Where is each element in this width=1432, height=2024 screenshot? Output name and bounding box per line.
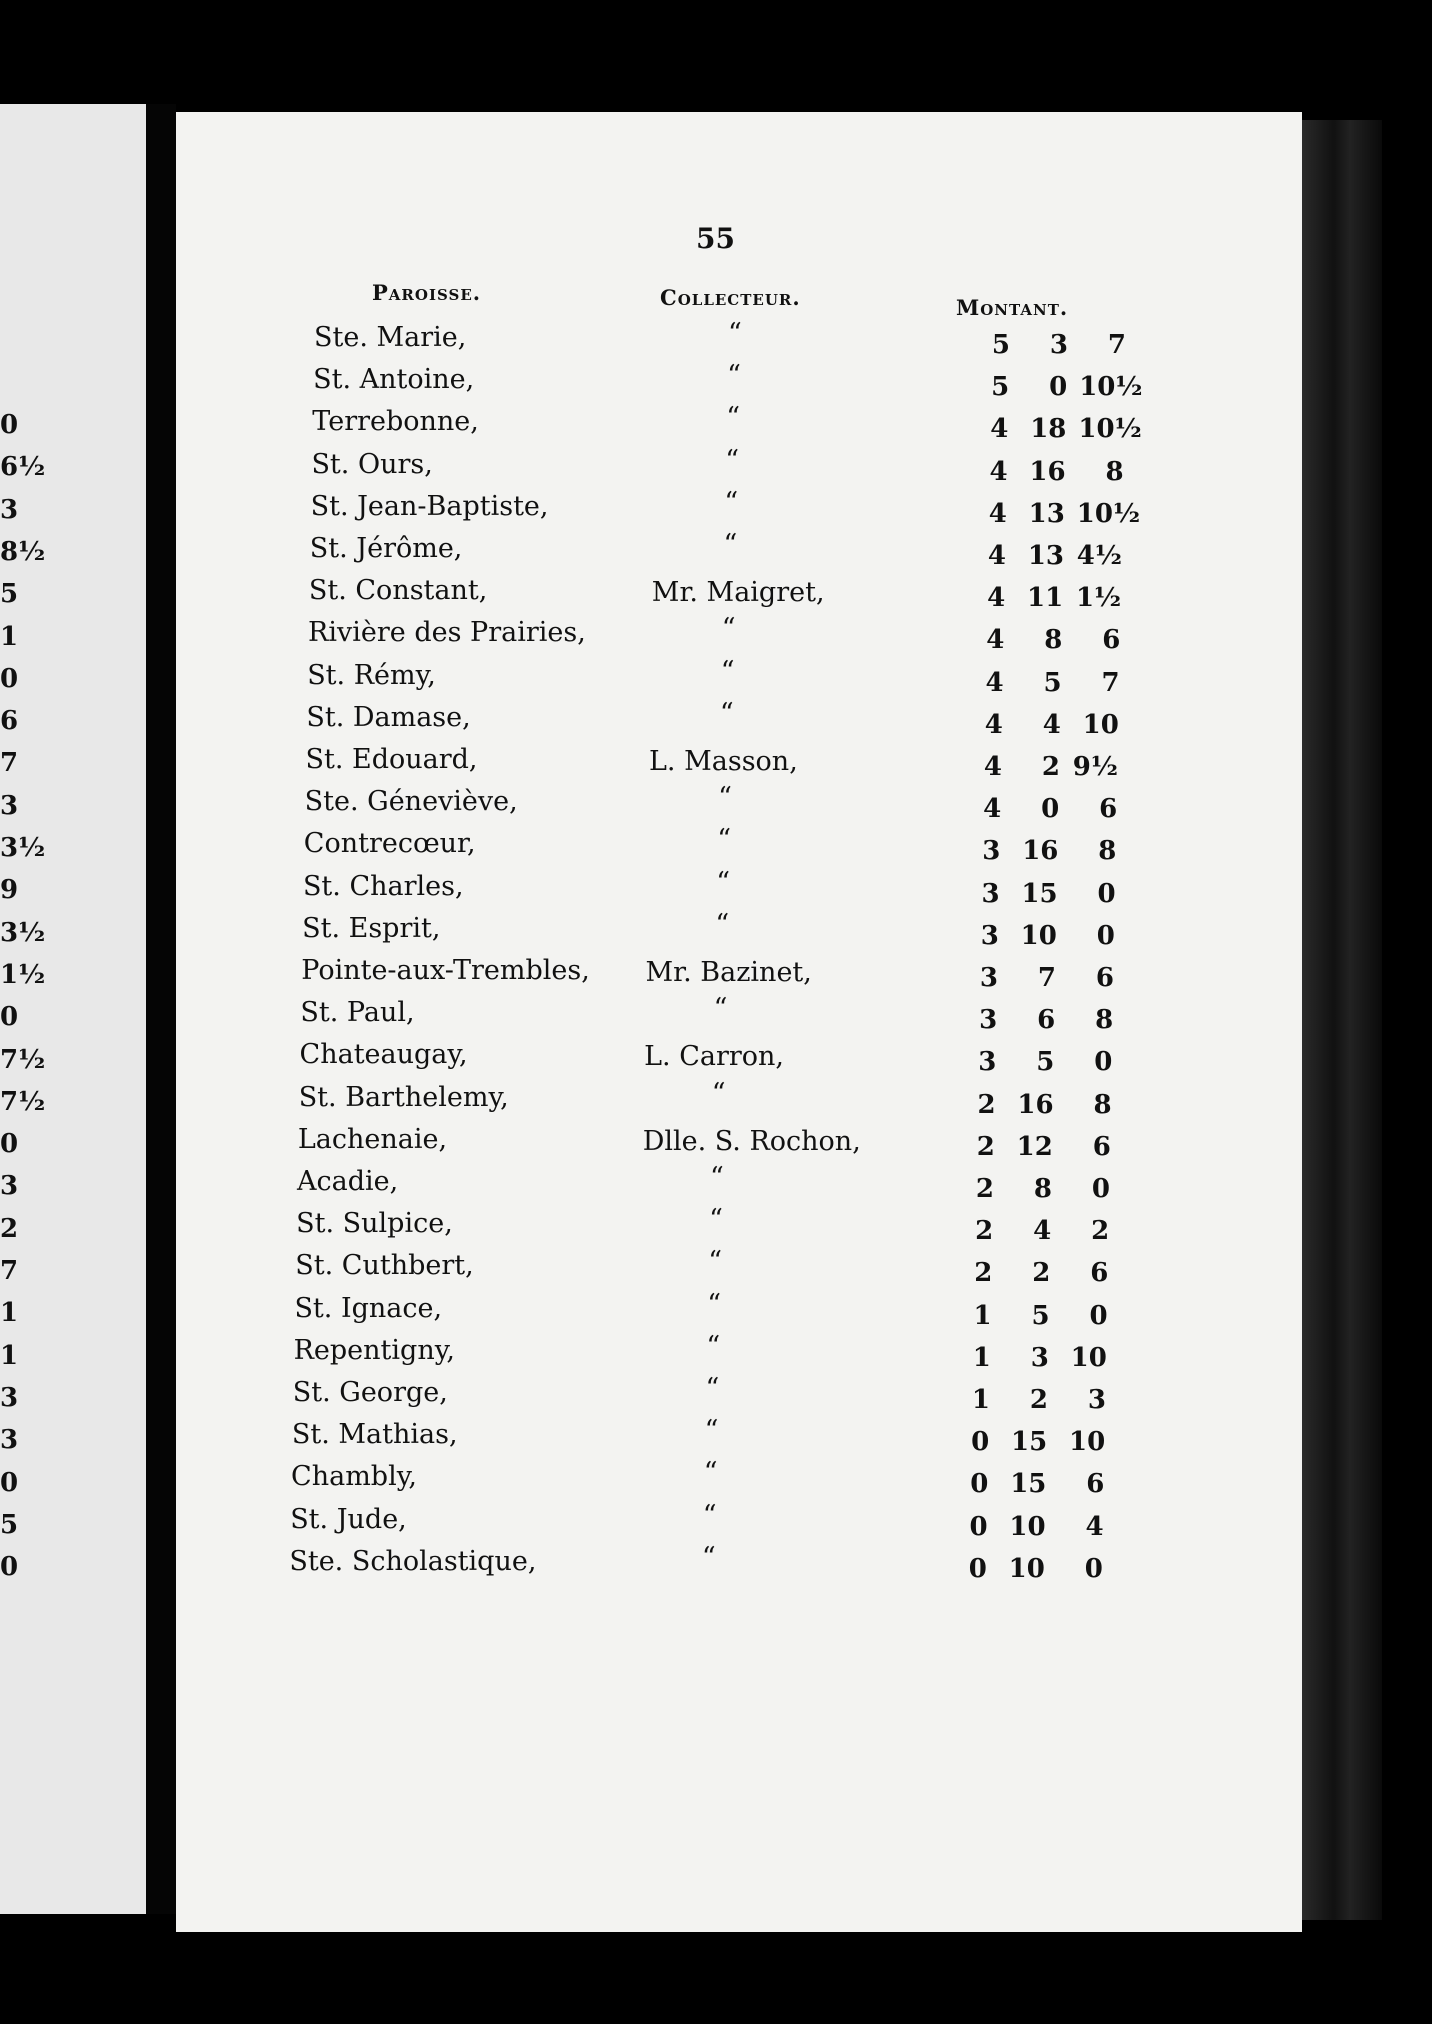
amount-pounds: 4	[987, 583, 1006, 614]
amount-pence: 8	[1095, 1005, 1114, 1036]
parish-name: St. Edouard,	[305, 744, 478, 775]
amount-pence: 4	[1085, 1511, 1104, 1542]
table-row	[176, 444, 1302, 491]
collector-name: “	[723, 529, 738, 560]
amount-shillings: 0	[1041, 794, 1060, 825]
amount-pounds: 3	[981, 878, 1000, 909]
collector-name: “	[713, 993, 728, 1025]
book-gutter	[146, 104, 176, 1914]
amount-pence: 0	[1084, 1553, 1103, 1584]
header-amount: Montant.	[956, 295, 1069, 320]
amount-pounds: 4	[990, 414, 1009, 445]
table-row	[176, 1457, 1302, 1503]
amount-shillings: 5	[1036, 1047, 1055, 1078]
left-page-fragment-text: 1	[0, 1298, 19, 1329]
parish-name: Rivière des Prairies,	[308, 617, 586, 649]
collector-name: Mr. Bazinet,	[645, 957, 812, 988]
parish-name: St. Jérôme,	[309, 533, 463, 564]
amount-shillings: 13	[1027, 541, 1064, 571]
collector-name: L. Masson,	[649, 746, 798, 777]
parish-name: St. Damase,	[306, 701, 471, 733]
table-row	[176, 486, 1302, 533]
table-row	[176, 782, 1302, 828]
left-page-fragment-text: 3	[0, 1425, 19, 1456]
amount-pounds: 2	[974, 1258, 993, 1289]
collector-name: “	[718, 782, 732, 814]
left-page-fragment-text: 7	[0, 1256, 19, 1286]
left-page-fragment-text: 3	[0, 790, 19, 821]
parish-name: Acadie,	[297, 1166, 399, 1197]
left-page-fragment-text: 3½	[0, 833, 46, 863]
parish-name: St. Ours,	[311, 448, 433, 480]
left-page-fragment-text: 0	[0, 1129, 19, 1160]
table-row	[176, 908, 1302, 955]
amount-shillings: 3	[1030, 1342, 1049, 1373]
collector-name: “	[719, 697, 734, 729]
left-page-fragment-text: 6½	[0, 452, 46, 483]
left-page-fragment-text: 3	[0, 494, 19, 525]
amount-pence: 7	[1107, 330, 1126, 360]
table-row	[176, 529, 1302, 575]
left-page-fragment	[0, 104, 146, 1914]
collector-name: “	[702, 1499, 717, 1531]
amount-pence: 6	[1092, 1131, 1111, 1162]
amount-pounds: 5	[991, 372, 1010, 403]
collector-name: “	[703, 1457, 718, 1489]
amount-shillings: 3	[1049, 330, 1068, 360]
amount-pence: 8	[1105, 456, 1124, 487]
amount-pence: 1½	[1075, 583, 1122, 614]
left-page-fragment-text: 7½	[0, 1044, 46, 1075]
table-row	[176, 575, 1302, 617]
table-row	[176, 697, 1302, 744]
amount-shillings: 15	[1010, 1469, 1047, 1500]
table-row	[176, 1499, 1302, 1546]
amount-shillings: 18	[1030, 414, 1067, 445]
table-row	[176, 318, 1302, 364]
left-page-fragment-text: 0	[0, 1552, 19, 1583]
parish-name: St. Cuthbert,	[295, 1250, 474, 1282]
amount-shillings: 12	[1016, 1131, 1053, 1162]
amount-pence: 0	[1089, 1300, 1108, 1331]
amount-pence: 0	[1097, 878, 1116, 909]
amount-pounds: 2	[976, 1131, 995, 1162]
amount-pence: 6	[1090, 1258, 1109, 1289]
amount-shillings: 10	[1009, 1511, 1046, 1542]
amount-pounds: 4	[983, 752, 1002, 782]
left-page-fragment-text: 8½	[0, 536, 46, 567]
amount-pence: 6	[1095, 963, 1114, 993]
amount-pence: 0	[1094, 1047, 1113, 1078]
left-page-fragment-text: 1	[0, 1340, 19, 1371]
collector-name: “	[720, 655, 735, 687]
table-row	[176, 1373, 1302, 1419]
table-row	[176, 824, 1302, 870]
amount-shillings: 8	[1044, 625, 1063, 656]
collector-name: “	[721, 613, 736, 645]
left-page-fragment-text: 0	[0, 663, 19, 694]
amount-pence: 3	[1087, 1385, 1106, 1415]
page-edges	[1302, 120, 1382, 1920]
table-row	[176, 1541, 1302, 1588]
amount-pounds: 1	[972, 1342, 991, 1373]
amount-pounds: 1	[973, 1300, 992, 1331]
parish-name: Chambly,	[291, 1461, 417, 1493]
collector-name: “	[709, 1204, 723, 1236]
header-collector: Collecteur.	[660, 285, 801, 310]
left-page-fragment-text: 9	[0, 875, 19, 906]
table-row	[176, 993, 1302, 1039]
collector-name: L. Carron,	[644, 1041, 784, 1073]
collector-name: “	[708, 1246, 722, 1278]
left-page-fragment-text: 5	[0, 579, 19, 610]
amount-pounds: 4	[983, 794, 1002, 825]
parish-name: St. Antoine,	[313, 364, 475, 396]
parish-name: Ste. Géneviève,	[304, 786, 518, 818]
amount-shillings: 15	[1011, 1427, 1048, 1458]
amount-pounds: 4	[987, 541, 1006, 571]
parish-name: St. George,	[292, 1377, 448, 1408]
parish-name: Pointe-aux-Trembles,	[301, 955, 590, 986]
amount-pence: 2	[1091, 1216, 1110, 1247]
amount-pounds: 3	[980, 920, 999, 951]
table-row	[176, 1039, 1302, 1081]
amount-shillings: 2	[1029, 1385, 1048, 1415]
collector-name: “	[717, 824, 731, 856]
table-row	[176, 655, 1302, 702]
amount-shillings: 15	[1021, 878, 1058, 909]
collector-name: “	[707, 1288, 722, 1320]
left-page-fragment-text: 7	[0, 748, 19, 779]
amount-shillings: 4	[1042, 709, 1061, 740]
amount-shillings: 4	[1033, 1216, 1052, 1247]
left-page-fragment-text: 6	[0, 706, 19, 737]
left-page-fragment-text: 2	[0, 1213, 19, 1244]
amount-pence: 0	[1096, 920, 1115, 951]
amount-shillings: 8	[1033, 1174, 1052, 1204]
amount-pence: 6	[1102, 625, 1121, 656]
table-row	[176, 1204, 1302, 1250]
amount-pounds: 1	[971, 1385, 990, 1415]
table-row	[176, 866, 1302, 913]
collector-name: “	[726, 402, 740, 434]
parish-name: St. Paul,	[300, 997, 415, 1029]
amount-shillings: 16	[1017, 1089, 1054, 1120]
amount-pounds: 5	[991, 330, 1010, 360]
amount-pence: 10	[1082, 709, 1119, 740]
left-page-fragment-text: 3	[0, 1171, 19, 1202]
parish-name: St. Constant,	[308, 575, 488, 607]
parish-name: St. Rémy,	[307, 659, 436, 691]
amount-pounds: 3	[979, 1005, 998, 1036]
amount-shillings: 2	[1032, 1258, 1051, 1289]
collector-name: “	[701, 1541, 716, 1573]
table-row	[176, 402, 1302, 448]
parish-name: Ste. Marie,	[314, 322, 467, 353]
amount-pounds: 4	[986, 625, 1005, 656]
collector-name: “	[711, 1077, 726, 1109]
amount-pence: 7	[1101, 667, 1120, 698]
left-page-fragment-text: 1	[0, 621, 19, 652]
amount-shillings: 13	[1028, 498, 1065, 529]
amount-shillings: 11	[1027, 583, 1064, 614]
amount-pence: 4½	[1076, 541, 1122, 571]
parish-name: St. Ignace,	[294, 1292, 443, 1324]
collector-name: “	[705, 1373, 720, 1404]
table-row	[176, 1330, 1302, 1377]
amount-pounds: 2	[975, 1216, 994, 1247]
right-page	[176, 112, 1302, 1932]
amount-pounds: 3	[978, 1047, 997, 1078]
amount-shillings: 2	[1041, 752, 1060, 782]
table-row	[176, 1288, 1302, 1335]
left-page-fragment-text: 3	[0, 1382, 19, 1413]
parish-name: St. Jean-Baptiste,	[310, 490, 549, 522]
collector-name: “	[728, 318, 742, 349]
collector-name: “	[724, 486, 739, 518]
parish-name: Ste. Scholastique,	[289, 1545, 537, 1577]
collector-name: “	[727, 360, 741, 392]
amount-pounds: 0	[969, 1511, 988, 1542]
amount-shillings: 16	[1022, 836, 1059, 867]
parish-name: St. Sulpice,	[296, 1208, 453, 1240]
table-row	[176, 613, 1302, 659]
amount-pence: 10	[1069, 1427, 1106, 1458]
left-page-fragment-text: 3½	[0, 917, 46, 948]
amount-pence: 10½	[1078, 414, 1142, 445]
table-row	[176, 1077, 1302, 1124]
collector-name: “	[710, 1162, 724, 1193]
table-row	[176, 1124, 1302, 1166]
amount-pounds: 2	[977, 1089, 996, 1120]
left-page-fragment-text: 0	[0, 1467, 19, 1498]
parish-name: Repentigny,	[293, 1334, 455, 1366]
amount-shillings: 0	[1049, 372, 1068, 403]
amount-pounds: 3	[979, 963, 998, 993]
amount-pence: 8	[1098, 836, 1117, 867]
parish-name: Lachenaie,	[297, 1123, 448, 1155]
amount-pence: 9½	[1072, 752, 1118, 782]
header-parish: Paroisse.	[372, 280, 482, 305]
amount-pence: 6	[1099, 794, 1118, 825]
amount-shillings: 10	[1020, 920, 1057, 951]
parish-name: Chateaugay,	[299, 1039, 468, 1071]
amount-shillings: 6	[1037, 1005, 1056, 1036]
amount-pence: 6	[1086, 1469, 1105, 1500]
amount-pounds: 4	[984, 709, 1003, 740]
amount-pounds: 2	[975, 1174, 994, 1204]
amount-pounds: 4	[985, 667, 1004, 698]
amount-pence: 10½	[1076, 498, 1141, 529]
table-row	[176, 360, 1302, 406]
collector-name: “	[715, 908, 730, 940]
parish-name: St. Esprit,	[302, 912, 441, 944]
amount-pence: 10½	[1079, 372, 1143, 403]
amount-pounds: 4	[989, 456, 1008, 487]
collector-name: “	[716, 866, 731, 898]
amount-pounds: 4	[988, 498, 1007, 529]
amount-pence: 8	[1093, 1089, 1112, 1120]
amount-shillings: 7	[1037, 963, 1056, 993]
collector-name: “	[725, 444, 740, 476]
left-page-fragment-text: 1½	[0, 959, 46, 990]
collector-name: “	[706, 1330, 721, 1362]
amount-pence: 0	[1091, 1174, 1110, 1204]
parish-name: Terrebonne,	[312, 406, 479, 438]
table-row	[176, 955, 1302, 997]
page-number: 55	[696, 222, 735, 255]
left-page-fragment-text: 7½	[0, 1086, 46, 1117]
collector-name: Mr. Maigret,	[651, 577, 825, 609]
amount-pounds: 3	[982, 836, 1001, 867]
table-row	[176, 744, 1302, 786]
parish-name: St. Charles,	[302, 870, 464, 902]
left-page-fragment-text: 0	[0, 410, 19, 440]
left-page-fragment-text: 5	[0, 1509, 19, 1540]
table-row	[176, 1162, 1302, 1208]
table-row	[176, 1246, 1302, 1292]
parish-name: Contrecœur,	[303, 828, 476, 860]
amount-shillings: 5	[1031, 1300, 1050, 1331]
amount-shillings: 5	[1043, 667, 1062, 698]
parish-name: St. Jude,	[290, 1503, 407, 1535]
parish-name: St. Barthelemy,	[298, 1081, 509, 1113]
collector-name: “	[704, 1415, 719, 1447]
amount-shillings: 16	[1029, 456, 1066, 487]
amount-pounds: 0	[970, 1469, 989, 1500]
collector-name: Dlle. S. Rochon,	[642, 1125, 861, 1157]
amount-pounds: 0	[971, 1427, 990, 1458]
amount-pounds: 0	[968, 1553, 987, 1584]
table-row	[176, 1415, 1302, 1461]
amount-pence: 10	[1070, 1342, 1107, 1373]
left-page-fragment-text: 0	[0, 1002, 19, 1033]
amount-shillings: 10	[1008, 1553, 1045, 1584]
parish-name: St. Mathias,	[291, 1419, 458, 1451]
